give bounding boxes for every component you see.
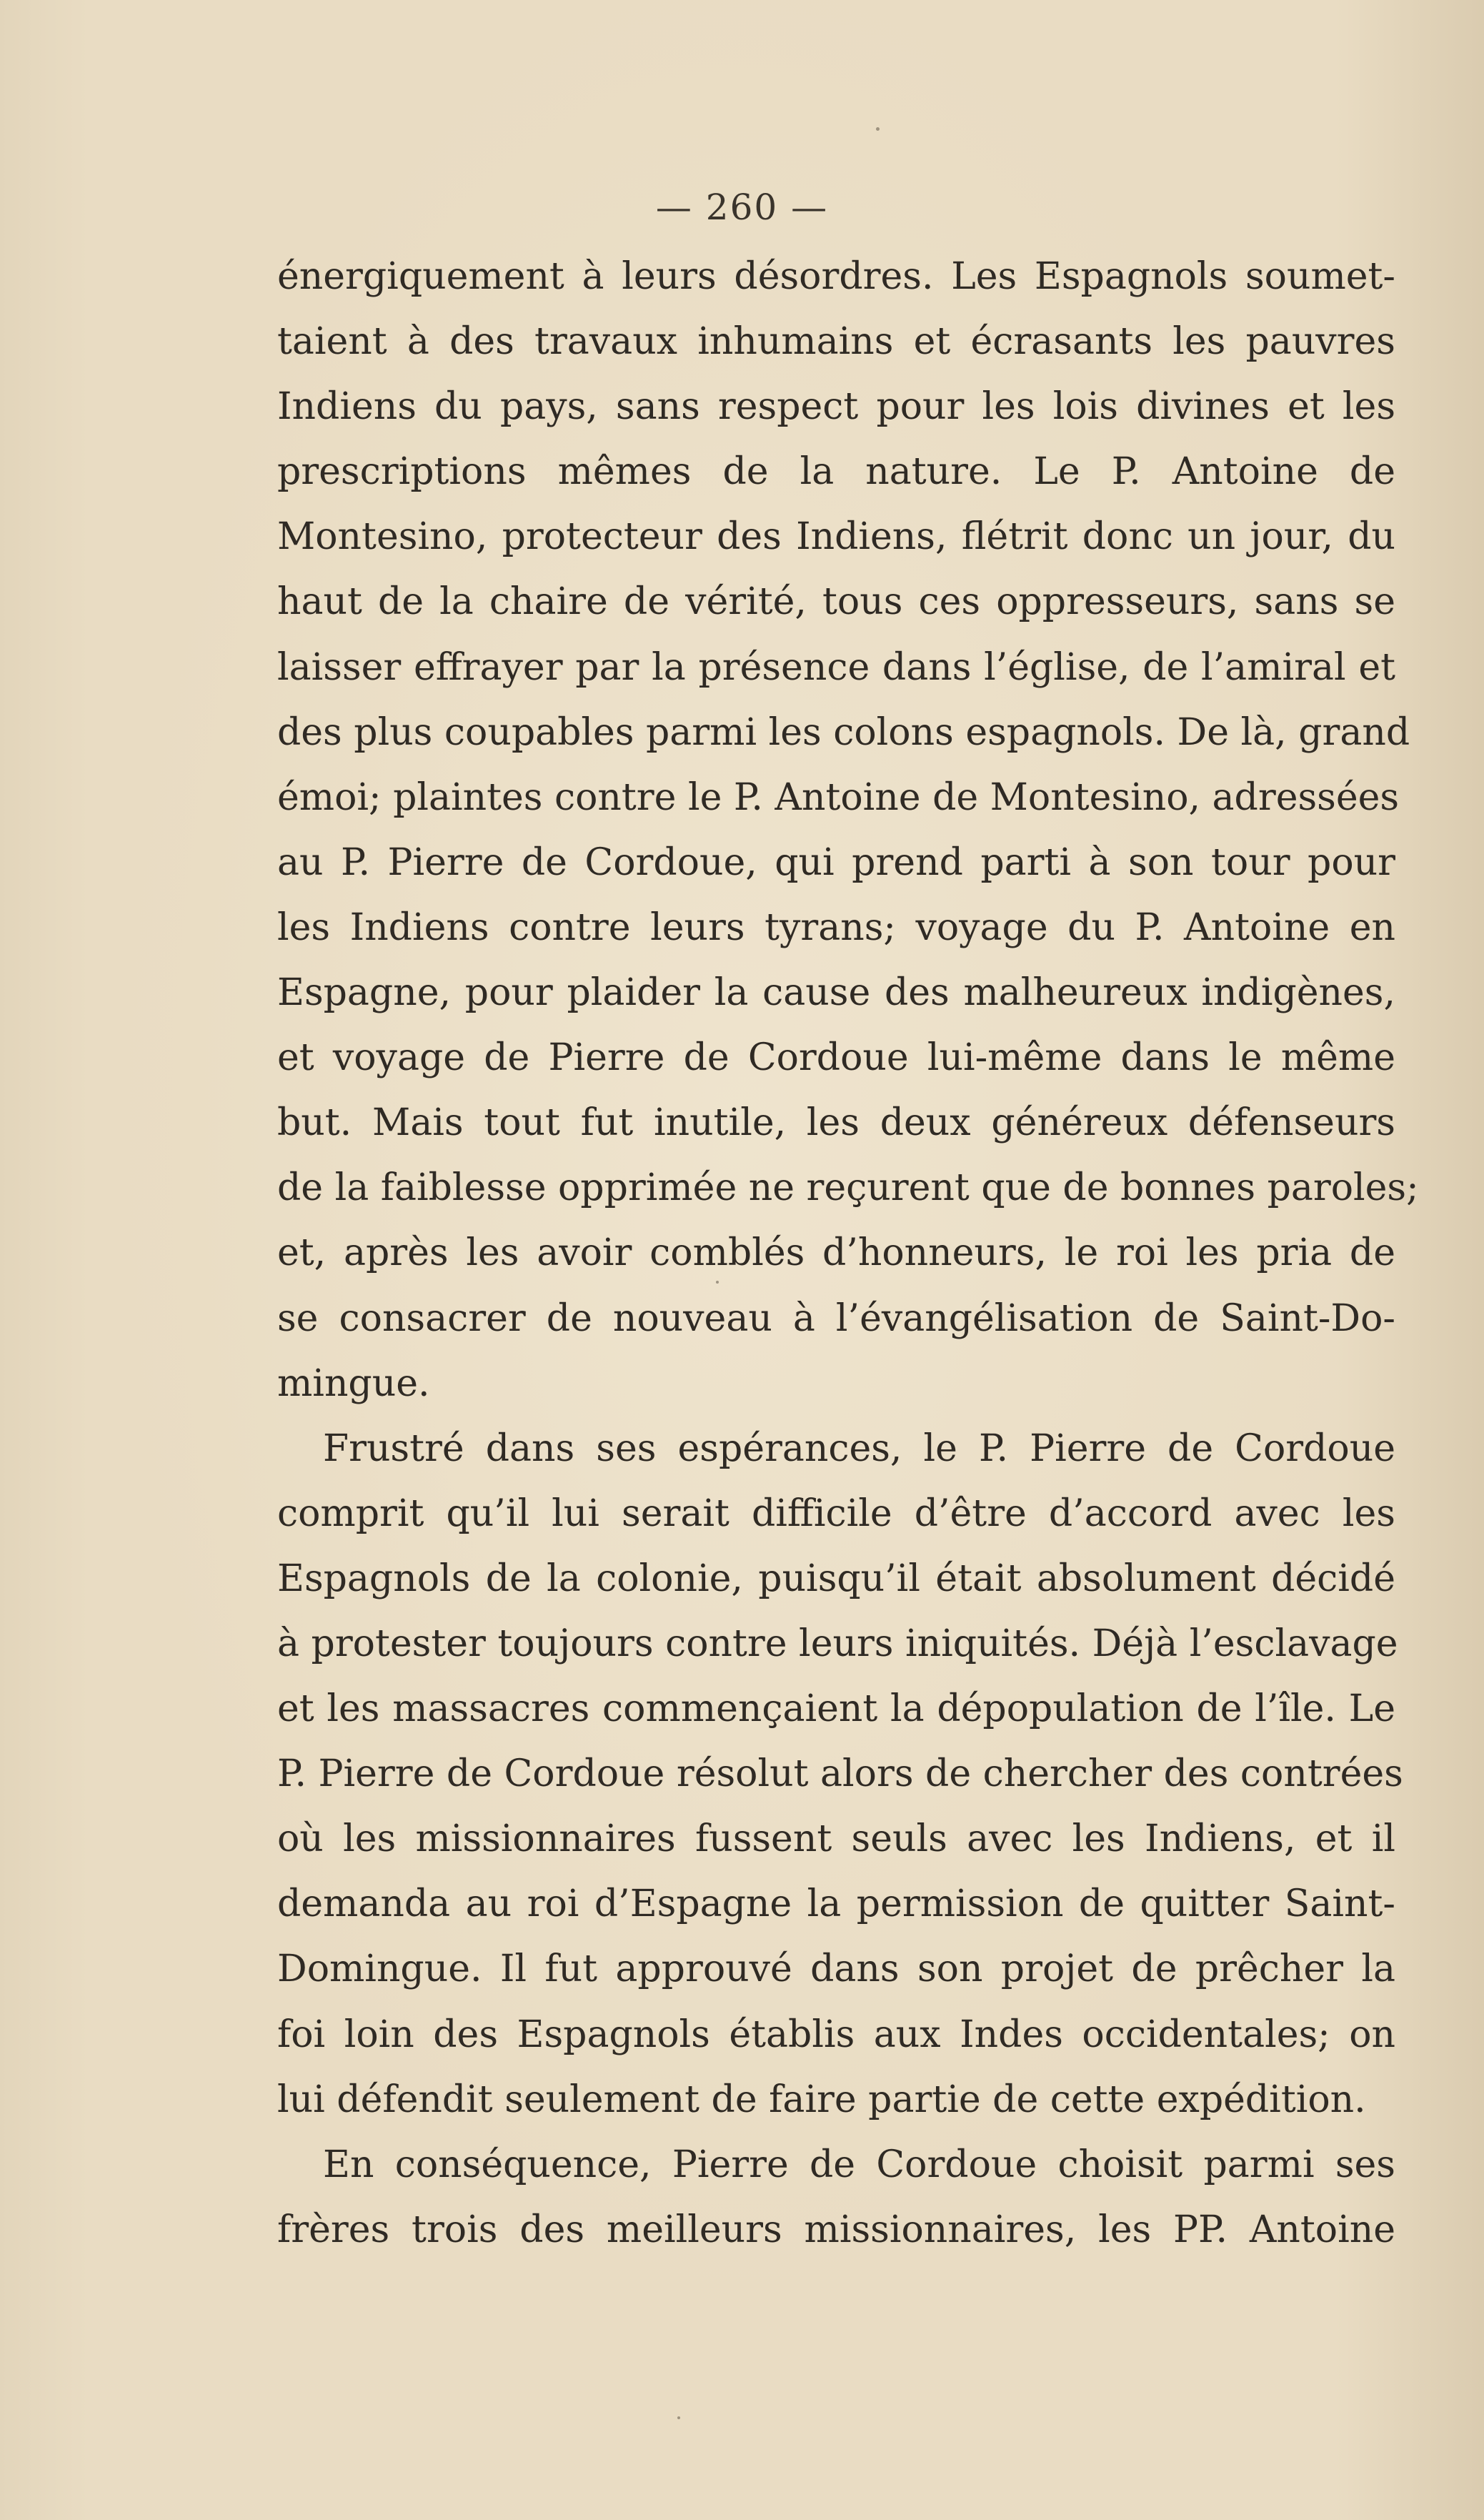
text-line: au P. Pierre de Cordoue, qui prend parti à son tour pour [277,840,1395,884]
paragraph-start-line: Frustré dans ses espérances, le P. Pierre de Cordoue [323,1427,1395,1470]
text-line: prescriptions mêmes de la nature. Le P. Antoine de [277,450,1395,494]
text-line: des plus coupables parmi les colons espagnols. De là, grand [277,710,1410,754]
text-line: les Indiens contre leurs tyrans; voyage du P. Antoine en [277,906,1395,949]
text-line: Montesino, protecteur des Indiens, flétrit donc un jour, du [277,515,1395,559]
text-line: comprit qu’il lui serait difficile d’être d’accord avec les [277,1492,1395,1535]
text-line: lui défendit seulement de faire partie de cette expédition. [277,2078,1366,2121]
text-line: but. Mais tout fut inutile, les deux généreux défenseurs [277,1101,1395,1145]
text-line: et, après les avoir comblés d’honneurs, le roi les pria de [277,1231,1395,1275]
text-line: et voyage de Pierre de Cordoue lui-même dans le même [277,1036,1395,1080]
text-line: foi loin des Espagnols établis aux Indes occidentales; on [277,2013,1395,2056]
body-text [277,244,1419,2263]
paper-speck [876,127,880,131]
text-line: et les massacres commençaient la dépopulation de l’île. Le [277,1687,1395,1731]
text-line: P. Pierre de Cordoue résolut alors de chercher des contrées [277,1752,1403,1796]
text-line: taient à des travaux inhumains et écrasants les pauvres [277,320,1395,364]
paragraph-start-line: En conséquence, Pierre de Cordoue choisit parmi ses [323,2143,1395,2186]
text-line: Espagnols de la colonie, puisqu’il était absolument décidé [277,1557,1395,1600]
paper-speck [716,1281,719,1284]
text-line: haut de la chaire de vérité, tous ces oppresseurs, sans se [277,580,1395,624]
text-line: où les missionnaires fussent seuls avec les Indiens, et il [277,1817,1395,1861]
text-line: de la faiblesse opprimée ne reçurent que de bonnes paroles; [277,1166,1419,1210]
text-line: mingue. [277,1361,430,1405]
text-line: Espagne, pour plaider la cause des malheureux indigènes, [277,971,1395,1015]
text-line: demanda au roi d’Espagne la permission de quitter Saint- [277,1882,1395,1926]
text-line: émoi; plaintes contre le P. Antoine de Montesino, adressées [277,775,1400,819]
text-line: laisser effrayer par la présence dans l’église, de l’amiral et [277,645,1395,689]
paper-speck [677,2416,680,2419]
text-line: se consacrer de nouveau à l’évangélisation de Saint-Do- [277,1296,1395,1340]
page-number: — 260 — [655,187,829,228]
text-line: énergiquement à leurs désordres. Les Espagnols soumet- [277,255,1395,298]
text-line: frères trois des meilleurs missionnaires, les PP. Antoine [277,2208,1395,2251]
text-line: Domingue. Il fut approuvé dans son projet de prêcher la [277,1948,1395,1991]
text-line: à protester toujours contre leurs iniquités. Déjà l’esclavage [277,1622,1398,1665]
text-line: Indiens du pays, sans respect pour les lois divines et les [277,385,1395,429]
